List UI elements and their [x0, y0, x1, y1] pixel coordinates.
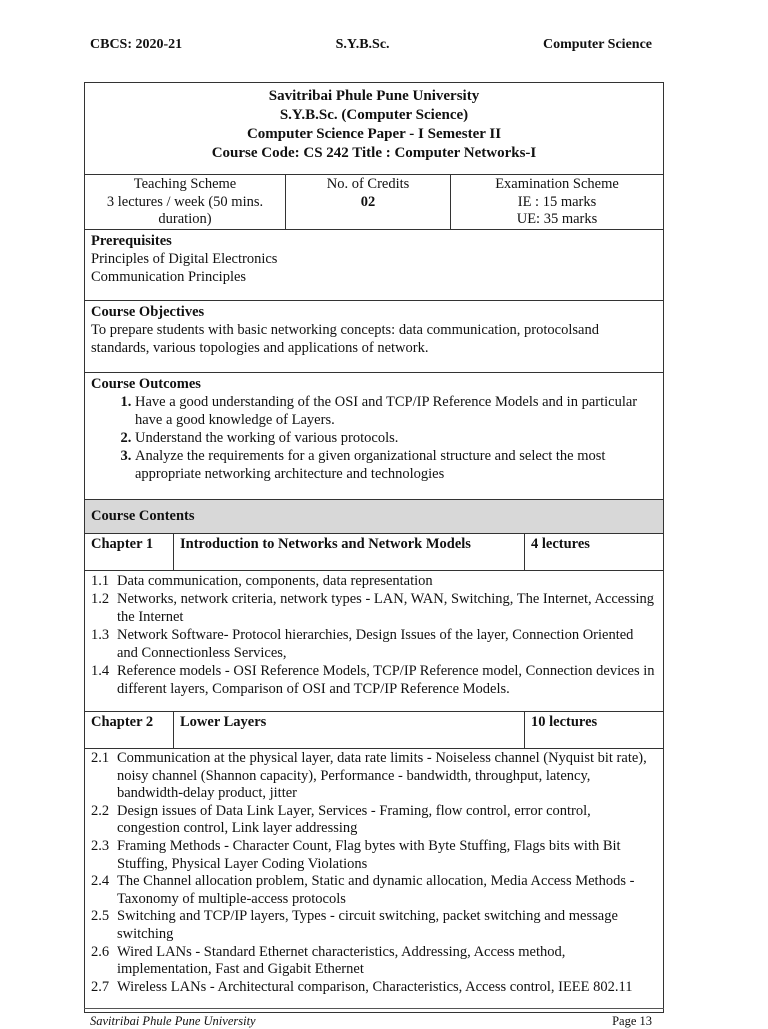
chapter-1-topics [85, 571, 663, 712]
topic-item: 2.1 Communication at the physical layer, data rate limits - Noiseless channel (Nyquist bit rate), noisy channel (Shannon capacity), Performance - bandwidth, throughput, latency, bandwidth-delay product, jitter [91, 750, 657, 803]
topic-item: 2.3 Framing Methods - Character Count, Flag bytes with Byte Stuffing, Flags bits with Bit Stuffing, Physical Layer Coding Violations [91, 838, 657, 873]
header-subject: Computer Science [543, 37, 652, 52]
topic-item: 2.7 Wireless LANs - Architectural comparison, Characteristics, Access control, IEEE 802.11 [91, 978, 633, 995]
topic-item: 2.6 Wired LANs - Standard Ethernet characteristics, Addressing, Access method, implementation, Fast and Gigabit Ethernet [91, 944, 657, 979]
prerequisites-section [85, 230, 663, 301]
outcomes-heading: Course Outcomes [91, 376, 201, 392]
course-contents-heading: Course Contents [85, 500, 663, 534]
chapter-1-title: Introduction to Networks and Network Models [174, 534, 525, 570]
footer-divider [84, 1008, 664, 1009]
chapter-2-header [85, 712, 663, 749]
outcome-item: 2. Understand the working of various protocols. [135, 429, 657, 447]
outcome-item: 1. Have a good understanding of the OSI and TCP/IP Reference Models and in particular have a good knowledge of Layers. [135, 393, 657, 429]
topic-item: 2.4 The Channel allocation problem, Static and dynamic allocation, Media Access Methods - Taxonomy of multiple-access protocols [91, 873, 657, 908]
course-title-block [85, 83, 663, 175]
header-class: S.Y.B.Sc. [335, 37, 390, 52]
topic-text: Framing Methods - Character Count, Flag bytes with Byte Stuffing, Flags bits with Bit Stuffing, Physical Layer Coding Violations [117, 837, 621, 872]
topic-text: The Channel allocation problem, Static and dynamic allocation, Media Access Methods - Taxonomy of multiple-access protocols [117, 873, 635, 907]
topic-text: Reference models - OSI Reference Models, TCP/IP Reference model, Connection devices in different layers, Comparison of OSI and TCP/IP Reference Models. [117, 663, 655, 697]
topic-item: 1.3 Network Software- Protocol hierarchies, Design Issues of the layer, Connection Oriented and Connectionless Services, [91, 626, 657, 662]
topic-item: 1.1 Data communication, components, data representation [91, 573, 433, 589]
program-name: S.Y.B.Sc. (Computer Science) [279, 107, 469, 123]
credits-cell [286, 175, 451, 229]
course-code-title: Course Code: CS 242 Title : Computer Networks-I [211, 145, 537, 161]
prerequisite-item: Principles of Digital Electronics [91, 251, 278, 267]
chapter-2-title: Lower Layers [174, 712, 525, 748]
topic-text: Wireless LANs - Architectural comparison, Characteristics, Access control, IEEE 802.11 [117, 978, 633, 995]
outcomes-section [85, 373, 663, 500]
outcome-item: 3. Analyze the requirements for a given organizational structure and select the most appropriate networking architecture and technologies [135, 447, 657, 483]
prerequisites-heading: Prerequisites [91, 233, 172, 249]
topic-text: Networks, network criteria, network types - LAN, WAN, Switching, The Internet, Accessing the Internet [117, 591, 655, 625]
chapter-2-topics [85, 749, 663, 1012]
paper-semester: Computer Science Paper - I Semester II [246, 126, 502, 142]
page-number: Page 13 [612, 1014, 652, 1028]
page-footer [90, 1014, 652, 1029]
topic-text: Wired LANs - Standard Ethernet characteristics, Addressing, Access method, implementation, Fast and Gigabit Ethernet [117, 943, 566, 978]
exam-scheme-heading: Examination Scheme [495, 176, 619, 192]
topic-text: Switching and TCP/IP layers, Types - circuit switching, packet switching and message switching [117, 908, 618, 942]
footer-university: Savitribai Phule Pune University [90, 1014, 256, 1028]
chapter-2-lectures: 10 lectures [531, 714, 598, 730]
prerequisite-item: Communication Principles [91, 269, 247, 285]
outcomes-list [91, 393, 657, 483]
header-session: CBCS: 2020-21 [90, 37, 183, 52]
objectives-heading: Course Objectives [91, 304, 205, 320]
teaching-scheme-line2: duration) [158, 211, 212, 227]
topic-item: 1.4 Reference models - OSI Reference Models, TCP/IP Reference model, Connection devices in different layers, Comparison of OSI and TCP/IP Reference Models. [91, 662, 657, 698]
teaching-scheme-line1: 3 lectures / week (50 mins. [106, 193, 264, 210]
objectives-text: To prepare students with basic networking concepts: data communication, protocolsand standards, various topologies and applications of network. [91, 322, 599, 356]
credits-heading: No. of Credits [326, 176, 410, 192]
teaching-scheme-heading: Teaching Scheme [133, 176, 237, 192]
university-name: Savitribai Phule Pune University [268, 88, 480, 104]
topic-item: 2.2 Design issues of Data Link Layer, Services - Framing, flow control, error control, congestion control, Link layer addressing [91, 803, 657, 838]
exam-ie: IE : 15 marks [517, 193, 597, 210]
exam-ue: UE: 35 marks [516, 211, 598, 227]
chapter-2-label: Chapter 2 [85, 712, 174, 748]
chapter-1-lectures: 4 lectures [531, 536, 590, 552]
credits-value: 02 [360, 193, 376, 210]
topic-item: 2.5 Switching and TCP/IP layers, Types - circuit switching, packet switching and message switching [91, 908, 657, 943]
page-header [90, 37, 652, 53]
topic-text: Data communication, components, data representation [117, 573, 433, 589]
scheme-row [85, 175, 663, 230]
topic-text: Network Software- Protocol hierarchies, Design Issues of the layer, Connection Oriented and Connectionless Services, [117, 627, 634, 661]
teaching-scheme-cell [85, 175, 286, 229]
chapter-1-header [85, 534, 663, 571]
exam-scheme-cell [451, 175, 663, 229]
syllabus-table [84, 82, 664, 1013]
topic-item: 1.2 Networks, network criteria, network types - LAN, WAN, Switching, The Internet, Accessing the Internet [91, 590, 657, 626]
objectives-section [85, 301, 663, 373]
chapter-1-label: Chapter 1 [85, 534, 174, 570]
topic-text: Communication at the physical layer, data rate limits - Noiseless channel (Nyquist bit rate), noisy channel (Shannon capacity), Performance - bandwidth, throughput, latency, bandwidth-delay product, jitter [117, 750, 647, 802]
topic-text: Design issues of Data Link Layer, Services - Framing, flow control, error control, congestion control, Link layer addressing [117, 802, 591, 837]
